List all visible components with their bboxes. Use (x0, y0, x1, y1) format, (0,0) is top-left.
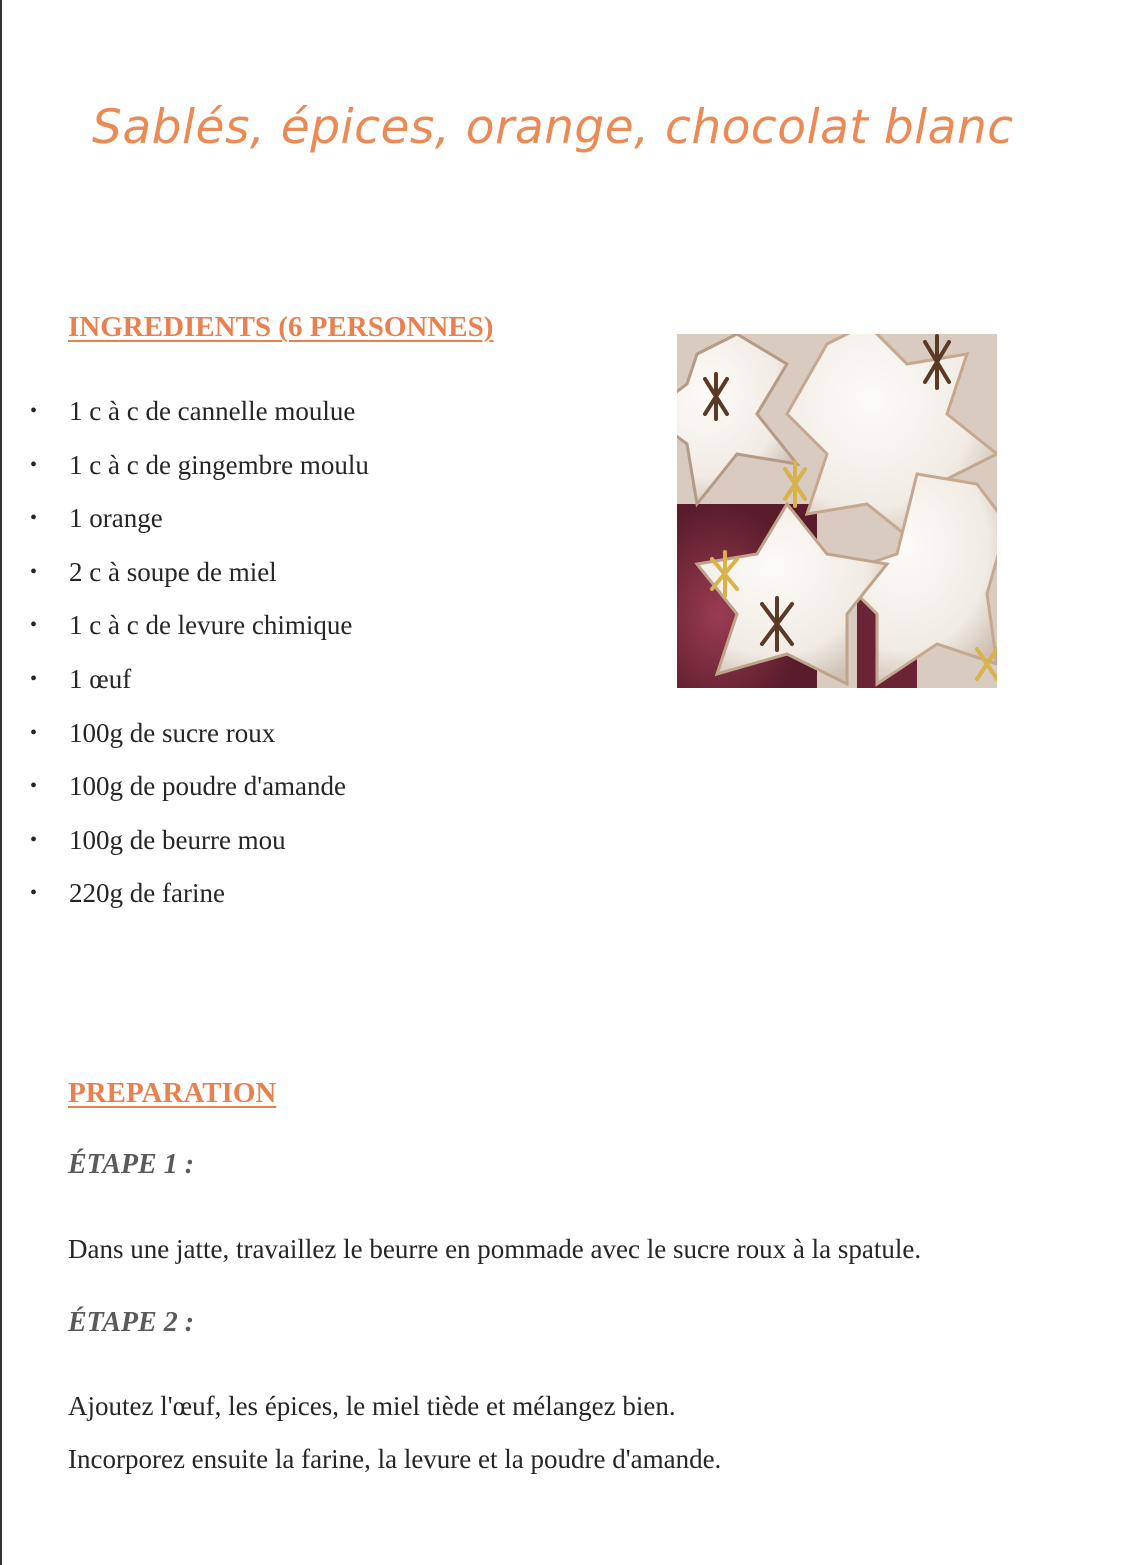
ingredient-list (0, 393, 369, 929)
preparation-heading: PREPARATION (68, 1077, 277, 1109)
list-item (0, 607, 369, 661)
ingredient-text: 100g de poudre d'amande (69, 771, 347, 802)
list-item (0, 768, 369, 822)
star-cookies-image (677, 334, 997, 688)
step-1-text: Dans une jatte, travaillez le beurre en pommade avec le sucre roux à la spatule. (68, 1234, 922, 1264)
bullet-icon: • (30, 721, 38, 744)
list-item (0, 393, 369, 447)
list-item (0, 822, 369, 876)
list-item (0, 500, 369, 554)
list-item (0, 875, 369, 929)
ingredient-text: 100g de sucre roux (69, 717, 276, 748)
bullet-icon: • (30, 453, 38, 476)
ingredient-text: 100g de beurre mou (69, 824, 286, 855)
step-2-text-line-1: Ajoutez l'œuf, les épices, le miel tiède et mélangez bien. (68, 1391, 676, 1421)
list-item (0, 661, 369, 715)
ingredient-text: 1 c à c de cannelle moulue (69, 396, 356, 426)
recipe-title: Sablés, épices, orange, chocolat blanc (92, 100, 1014, 155)
step-2-text-line-2: Incorporez ensuite la farine, la levure et la poudre d'amande. (68, 1444, 722, 1474)
list-item (0, 447, 369, 501)
ingredient-text: 220g de farine (69, 878, 225, 909)
ingredients-heading: INGREDIENTS (6 PERSONNES) (68, 311, 494, 343)
bullet-icon: • (30, 667, 38, 690)
bullet-icon: • (30, 560, 38, 583)
bullet-icon: • (30, 775, 38, 798)
step-2-heading: ÉTAPE 2 : (68, 1307, 195, 1338)
ingredient-text: 1 orange (69, 503, 163, 534)
ingredient-text: 1 c à c de gingembre moulu (69, 449, 369, 480)
bullet-icon: • (30, 507, 38, 530)
list-item (0, 715, 369, 769)
ingredient-text: 1 c à c de levure chimique (69, 610, 353, 641)
bullet-icon: • (30, 400, 38, 422)
step-1-heading: ÉTAPE 1 : (68, 1149, 195, 1180)
bullet-icon: • (30, 828, 38, 851)
cookie-photo (677, 334, 997, 688)
list-item (0, 554, 369, 608)
ingredient-text: 1 œuf (69, 663, 132, 694)
ingredient-text: 2 c à soupe de miel (69, 556, 277, 587)
bullet-icon: • (30, 882, 38, 905)
bullet-icon: • (30, 614, 38, 637)
